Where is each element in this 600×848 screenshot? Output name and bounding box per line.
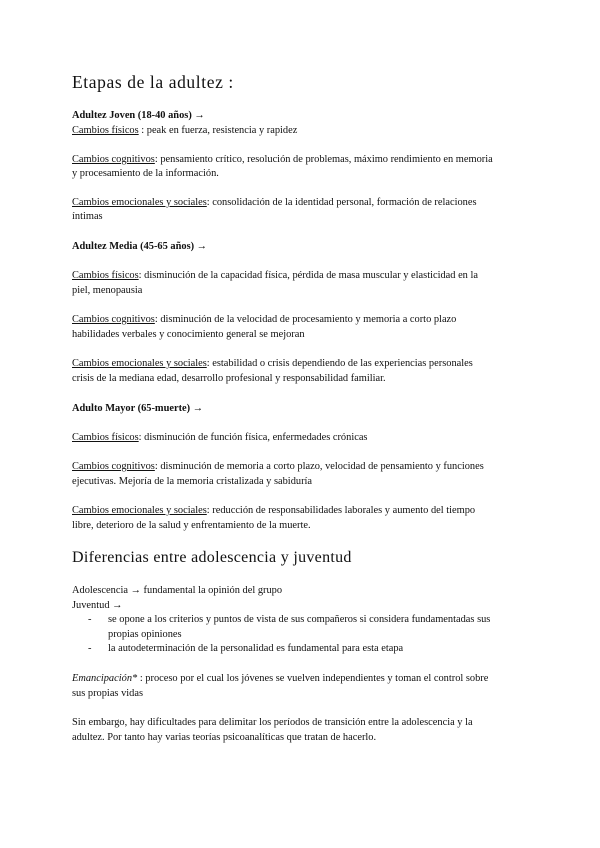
item-mayor-emocionales [72,504,475,518]
emancipation-text: : proceso por el cual los jóvenes se vuelven independientes y toman el control sobre [137,673,489,684]
item-text: : pensamiento crítico, resolución de problemas, máximo rendimiento en memoria [154,154,493,165]
item-label: Cambios emocionales y sociales [72,505,207,516]
item-label: Cambios físicos [72,270,139,281]
item-text: : reducción de responsabilidades laborales y aumento del tiempo [206,505,476,516]
bullet-dash: - [88,643,92,654]
bullet-dash: - [88,614,92,625]
item-media-cognitivos [72,313,456,327]
item-text-cont: libre, deterioro de la salud y enfrentamiento de la muerte. [72,520,311,531]
item-mayor-fisicos [72,431,367,445]
emancipation-text-cont: sus propias vidas [72,688,143,699]
item-label: Cambios cognitivos [72,461,155,472]
section-heading-mayor: Adulto Mayor (65-muerte) → [72,403,204,414]
bullet-text: la autodeterminación de la personalidad es fundamental para esta etapa [108,643,404,654]
bullet-text: se opone a los criterios y puntos de vista de sus compañeros si considera fundamentadas sus [108,614,491,625]
item-text-cont: piel, menopausia [72,285,143,296]
bullet-text-cont: propias opiniones [108,629,182,640]
youth-line: Juventud → [72,600,123,611]
item-text: : peak en fuerza, resistencia y rapidez [138,125,298,136]
item-joven-cognitivos [72,153,493,167]
item-text: : disminución de memoria a corto plazo, velocidad de pensamiento y funciones [154,461,484,472]
item-text: : disminución de la velocidad de procesamiento y memoria a corto plazo [154,314,457,325]
item-mayor-cognitivos [72,460,484,474]
item-joven-emocionales [72,196,477,210]
emancipation-definition [72,672,488,686]
closing-paragraph: Sin embargo, hay dificultades para delimitar los períodos de transición entre la adolescencia y la [72,717,473,728]
item-text-cont: ejecutivas. Mejoría de la memoria cristalizada y sabiduría [72,476,313,487]
closing-paragraph-cont: adultez. Por tanto hay varias teorías psicoanalíticas que tratan de hacerlo. [72,732,377,743]
item-joven-fisicos [72,124,297,138]
item-text: : disminución de la capacidad física, pérdida de masa muscular y elasticidad en la [138,270,478,281]
page-title: Etapas de la adultez : [72,72,234,92]
section-heading-media: Adultez Media (45-65 años) → [72,241,208,252]
item-text-cont: y procesamiento de la información. [72,168,219,179]
item-text: : disminución de función física, enfermedades crónicas [138,432,368,443]
item-label: Cambios cognitivos [72,154,155,165]
item-label: Cambios emocionales y sociales [72,197,207,208]
emancipation-term: Emancipación* [72,673,138,684]
item-label: Cambios físicos [72,125,139,136]
item-label: Cambios emocionales y sociales [72,358,207,369]
item-text: : consolidación de la identidad personal, formación de relaciones [206,197,477,208]
item-text-cont: íntimas [72,211,103,222]
item-text-cont: habilidades verbales y conocimiento general se mejoran [72,329,305,340]
item-text-cont: crisis de la mediana edad, desarrollo profesional y responsabilidad familiar. [72,373,386,384]
item-label: Cambios cognitivos [72,314,155,325]
section-heading-joven: Adultez Joven (18-40 años) → [72,110,205,121]
item-media-fisicos [72,269,478,283]
item-label: Cambios físicos [72,432,139,443]
item-text: : estabilidad o crisis dependiendo de las experiencias personales [206,358,473,369]
adolescence-line: Adolescencia → fundamental la opinión del grupo [72,585,283,596]
item-media-emocionales [72,357,473,371]
differences-title: Diferencias entre adolescencia y juventud [72,549,352,566]
